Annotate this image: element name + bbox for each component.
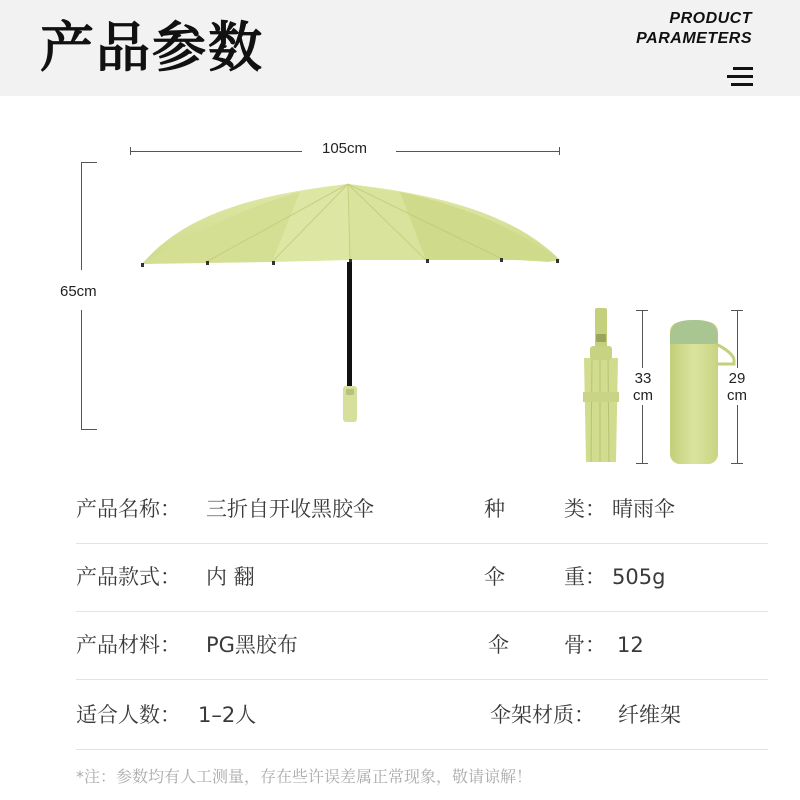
folded-umbrella xyxy=(583,308,619,462)
folded-length-value: 33 xyxy=(634,370,652,387)
spec-label-2: 伞 xyxy=(484,565,505,589)
spec-label: 产品款式： xyxy=(76,565,181,589)
spec-value-2: 12 xyxy=(617,633,644,657)
spec-label-2: 种 xyxy=(484,497,505,521)
spec-label-2: 伞 xyxy=(488,633,509,657)
spec-value: 1–2人 xyxy=(198,703,257,727)
folded-tick-top xyxy=(636,310,648,311)
height-tick-top xyxy=(81,162,97,163)
case-length-unit: cm xyxy=(727,387,747,404)
spec-row-material xyxy=(76,612,768,680)
folded-dimension-line-top xyxy=(642,310,643,368)
height-dimension-line-top xyxy=(81,162,82,270)
height-dimension-line-bottom xyxy=(81,310,82,430)
width-dimension-line-right xyxy=(396,151,560,152)
spec-value-2: 纤维架 xyxy=(618,703,681,727)
height-tick-bottom xyxy=(81,429,97,430)
spec-label-2: 伞架材质： xyxy=(490,703,595,727)
spec-label-2b: 重： xyxy=(564,565,606,589)
folded-dimension-line-bottom xyxy=(642,405,643,463)
spec-value-2: 晴雨伞 xyxy=(612,497,675,521)
width-dimension-line-left xyxy=(130,151,302,152)
english-title-line2: PARAMETERS xyxy=(636,30,752,47)
spec-value: 三折自开收黑胶伞 xyxy=(206,497,374,521)
width-tick-right xyxy=(559,147,560,155)
case-tick-bottom xyxy=(731,463,743,464)
spec-label: 适合人数： xyxy=(76,703,181,727)
spec-row-style xyxy=(76,544,768,612)
spec-row-name xyxy=(76,476,768,544)
spec-value: 内 翻 xyxy=(206,565,255,589)
open-width-label: 105cm xyxy=(322,140,368,157)
open-height-label: 65cm xyxy=(60,283,97,300)
case-length-label xyxy=(721,370,753,404)
case-dimension-line-bottom xyxy=(737,405,738,463)
spec-label-2b: 骨： xyxy=(564,633,606,657)
umbrella-handle xyxy=(343,386,357,422)
disclaimer-note: *注：参数均有人工测量，存在些许误差属正常现象，敬请谅解！ xyxy=(76,767,533,786)
spec-label: 产品名称： xyxy=(76,497,181,521)
folded-tick-bottom xyxy=(636,463,648,464)
spec-value-2: 505g xyxy=(612,565,666,589)
umbrella-shaft xyxy=(347,262,352,388)
case-length-value: 29 xyxy=(728,370,746,387)
spec-label-2b: 类： xyxy=(564,497,606,521)
width-tick-left xyxy=(130,147,131,155)
folded-length-unit: cm xyxy=(633,387,653,404)
page-title: 产品参数 xyxy=(40,16,264,79)
spec-value: PG黑胶布 xyxy=(206,633,298,657)
umbrella-canopy xyxy=(141,184,560,267)
english-title-line1: PRODUCT xyxy=(669,10,752,27)
folded-length-label xyxy=(627,370,659,404)
case-dimension-line-top xyxy=(737,310,738,368)
spec-row-capacity xyxy=(76,682,768,750)
spec-label: 产品材料： xyxy=(76,633,181,657)
case-tick-top xyxy=(731,310,743,311)
